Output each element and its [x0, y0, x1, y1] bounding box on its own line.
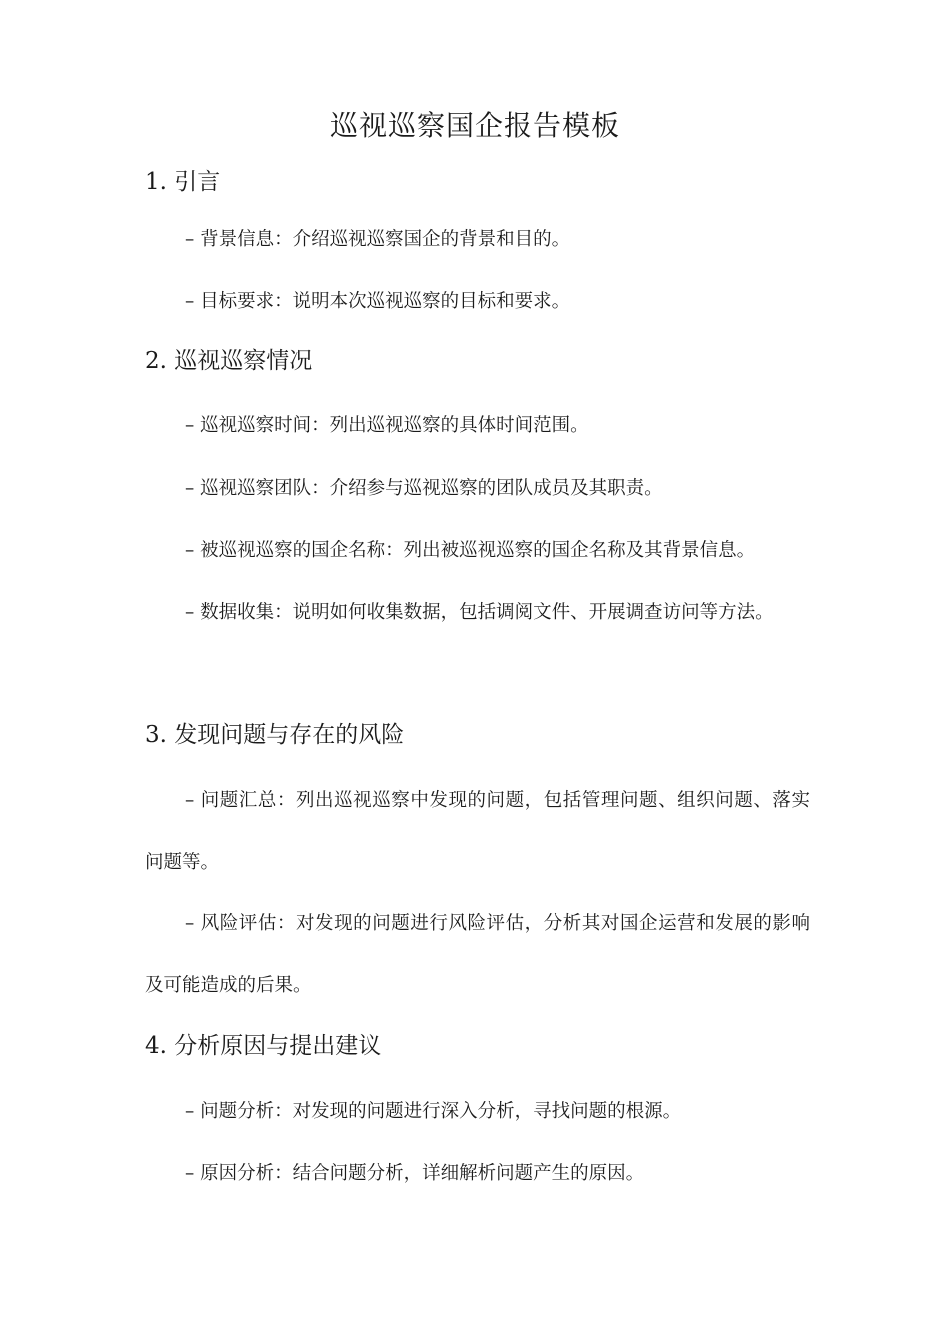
- paragraph-problem-analysis: – 问题分析：对发现的问题进行深入分析，寻找问题的根源。: [185, 1101, 682, 1122]
- paragraph-inspection-team: – 巡视巡察团队：介绍参与巡视巡察的团队成员及其职责。: [185, 478, 663, 499]
- section-heading-analysis-suggestions: 4. 分析原因与提出建议: [145, 1033, 382, 1059]
- paragraph-risk-assessment: – 风险评估：对发现的问题进行风险评估，分析其对国企运营和发展的影响及可能造成的后果。: [145, 913, 810, 996]
- section-heading-intro: 1. 引言: [145, 169, 221, 195]
- paragraph-data-collection: – 数据收集：说明如何收集数据，包括调阅文件、开展调查访问等方法。: [185, 602, 774, 623]
- paragraph-inspection-time: – 巡视巡察时间：列出巡视巡察的具体时间范围。: [185, 415, 589, 436]
- paragraph-inspected-company: – 被巡视巡察的国企名称：列出被巡视巡察的国企名称及其背景信息。: [185, 540, 756, 561]
- section-heading-issues-risks: 3. 发现问题与存在的风险: [145, 722, 405, 748]
- section-heading-inspection-status: 2. 巡视巡察情况: [145, 348, 313, 374]
- paragraph-issue-summary: – 问题汇总：列出巡视巡察中发现的问题，包括管理问题、组织问题、落实问题等。: [145, 790, 810, 873]
- paragraph-background-info: – 背景信息：介绍巡视巡察国企的背景和目的。: [185, 229, 571, 250]
- paragraph-goal-requirements: – 目标要求：说明本次巡视巡察的目标和要求。: [185, 291, 571, 312]
- document-title: 巡视巡察国企报告模板: [329, 109, 620, 142]
- paragraph-cause-analysis: – 原因分析：结合问题分析，详细解析问题产生的原因。: [185, 1163, 645, 1184]
